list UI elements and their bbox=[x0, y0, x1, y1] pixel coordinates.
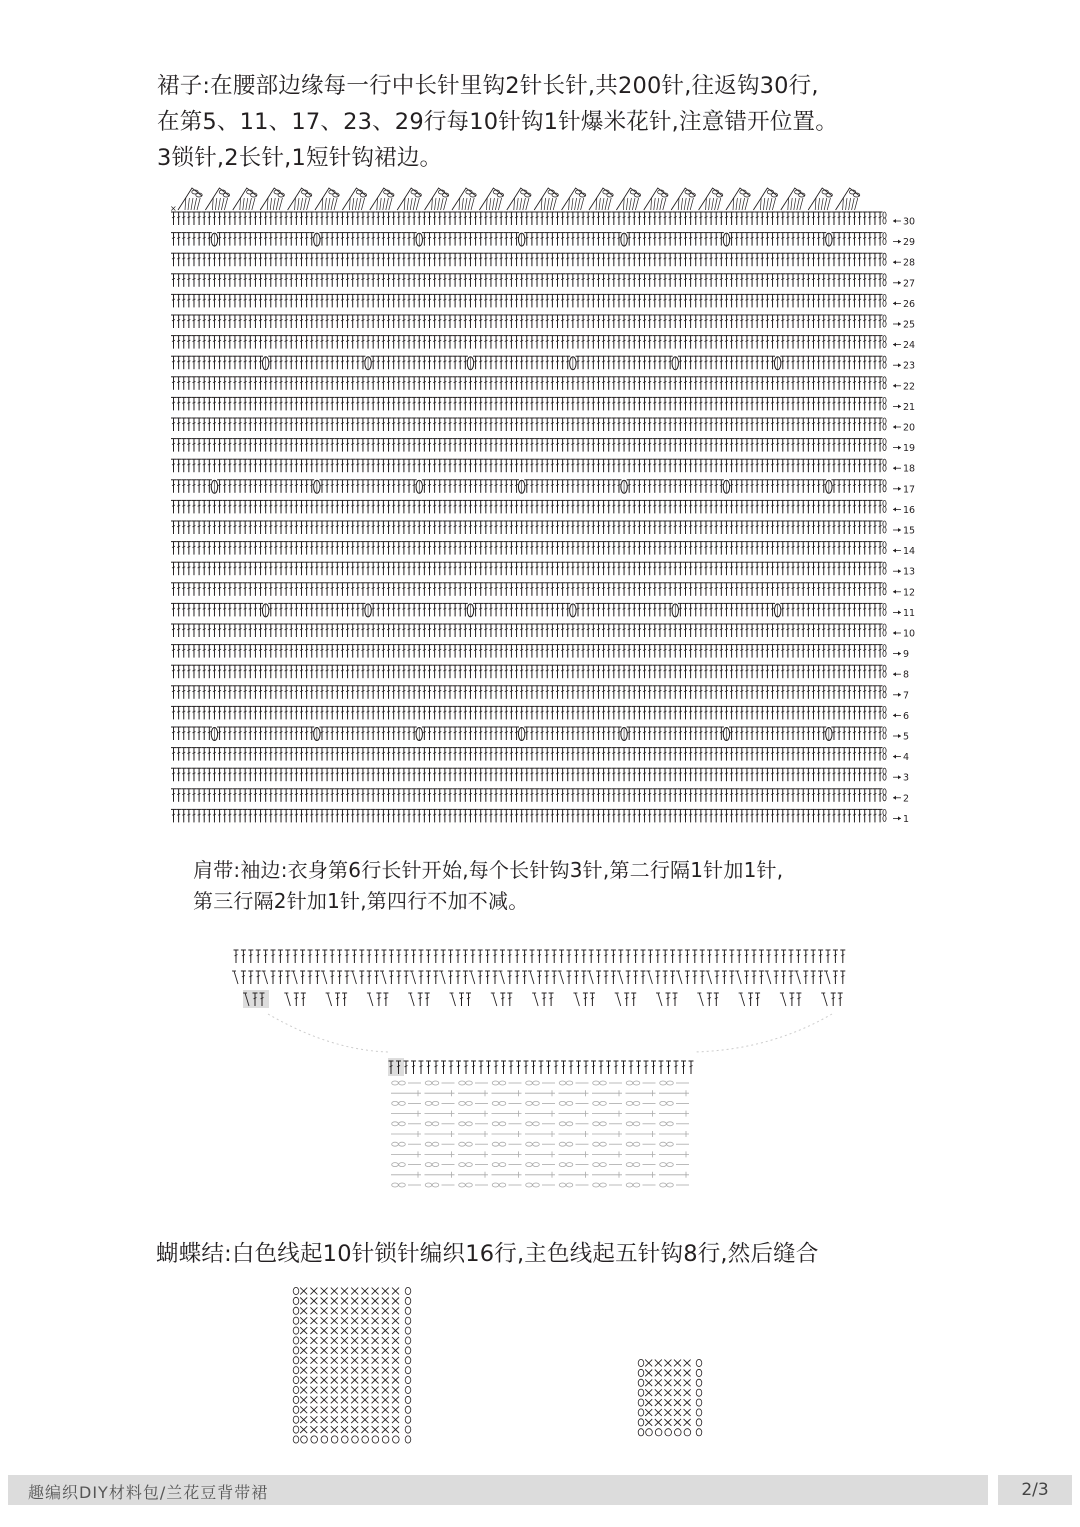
single-crochet-x-icon bbox=[341, 1406, 348, 1413]
single-crochet-x-icon bbox=[645, 1409, 652, 1416]
single-crochet-x-icon bbox=[331, 1367, 338, 1374]
single-crochet-x-icon bbox=[664, 1379, 671, 1386]
single-crochet-x-icon bbox=[674, 1419, 681, 1426]
single-crochet-x-icon bbox=[361, 1426, 368, 1433]
single-crochet-x-icon bbox=[310, 1406, 317, 1413]
single-crochet-x-icon bbox=[361, 1416, 368, 1423]
single-crochet-x-icon bbox=[351, 1288, 358, 1295]
single-crochet-x-icon bbox=[392, 1317, 399, 1324]
row-number-label: 19 bbox=[903, 443, 916, 455]
single-crochet-x-icon bbox=[351, 1307, 358, 1314]
single-crochet-x-icon bbox=[674, 1370, 681, 1377]
single-crochet-x-icon bbox=[361, 1298, 368, 1305]
row-number-label: 10 bbox=[903, 628, 916, 640]
single-crochet-x-icon bbox=[300, 1337, 307, 1344]
single-crochet-x-icon bbox=[382, 1387, 389, 1394]
single-crochet-x-icon bbox=[300, 1288, 307, 1295]
single-crochet-x-icon bbox=[351, 1337, 358, 1344]
single-crochet-x-icon bbox=[321, 1337, 328, 1344]
strap-line-2: 第三行隔2针加1针,第四行不加不减。 bbox=[193, 889, 529, 913]
single-crochet-x-icon bbox=[392, 1416, 399, 1423]
single-crochet-x-icon bbox=[321, 1387, 328, 1394]
single-crochet-x-icon bbox=[382, 1337, 389, 1344]
row-number-label: 14 bbox=[903, 546, 916, 558]
single-crochet-x-icon bbox=[351, 1298, 358, 1305]
single-crochet-x-icon bbox=[372, 1406, 379, 1413]
single-crochet-x-icon bbox=[392, 1307, 399, 1314]
single-crochet-x-icon bbox=[684, 1419, 691, 1426]
single-crochet-x-icon bbox=[392, 1337, 399, 1344]
single-crochet-x-icon bbox=[655, 1419, 662, 1426]
single-crochet-x-icon bbox=[351, 1387, 358, 1394]
single-crochet-x-icon bbox=[361, 1327, 368, 1334]
svg-text:×: × bbox=[170, 204, 177, 213]
single-crochet-x-icon bbox=[655, 1399, 662, 1406]
single-crochet-x-icon bbox=[341, 1367, 348, 1374]
chain-stitch-icon bbox=[665, 1429, 672, 1436]
single-crochet-x-icon bbox=[361, 1288, 368, 1295]
single-crochet-x-icon bbox=[372, 1367, 379, 1374]
single-crochet-x-icon bbox=[382, 1288, 389, 1295]
chain-stitch-icon bbox=[301, 1436, 308, 1443]
single-crochet-x-icon bbox=[321, 1357, 328, 1364]
single-crochet-x-icon bbox=[655, 1360, 662, 1367]
chain-stitch-icon bbox=[382, 1436, 389, 1443]
row-number-label: 18 bbox=[903, 463, 916, 475]
single-crochet-x-icon bbox=[351, 1406, 358, 1413]
row-number-label: 29 bbox=[903, 237, 916, 249]
single-crochet-x-icon bbox=[341, 1377, 348, 1384]
single-crochet-x-icon bbox=[664, 1370, 671, 1377]
single-crochet-x-icon bbox=[361, 1377, 368, 1384]
chain-stitch-icon bbox=[362, 1436, 369, 1443]
single-crochet-x-icon bbox=[300, 1327, 307, 1334]
row-number-label: 4 bbox=[903, 752, 910, 764]
page-number: 2/3 bbox=[1021, 1480, 1049, 1500]
single-crochet-x-icon bbox=[351, 1397, 358, 1404]
single-crochet-x-icon bbox=[392, 1327, 399, 1334]
single-crochet-x-icon bbox=[392, 1397, 399, 1404]
single-crochet-x-icon bbox=[321, 1367, 328, 1374]
single-crochet-x-icon bbox=[300, 1426, 307, 1433]
row-number-label: 16 bbox=[903, 504, 916, 516]
single-crochet-x-icon bbox=[341, 1426, 348, 1433]
bow-line: 蝴蝶结:白色线起10针锁针编织16行,主色线起五针钩8行,然后缝合 bbox=[156, 1241, 819, 1267]
single-crochet-x-icon bbox=[300, 1416, 307, 1423]
single-crochet-x-icon bbox=[351, 1426, 358, 1433]
chain-stitch-icon bbox=[655, 1429, 662, 1436]
single-crochet-x-icon bbox=[351, 1357, 358, 1364]
single-crochet-x-icon bbox=[361, 1406, 368, 1413]
single-crochet-x-icon bbox=[382, 1377, 389, 1384]
single-crochet-x-icon bbox=[321, 1327, 328, 1334]
row-number-label: 20 bbox=[903, 422, 916, 434]
single-crochet-x-icon bbox=[310, 1288, 317, 1295]
single-crochet-x-icon bbox=[310, 1426, 317, 1433]
single-crochet-x-icon bbox=[341, 1357, 348, 1364]
single-crochet-x-icon bbox=[300, 1347, 307, 1354]
chain-stitch-icon bbox=[311, 1436, 318, 1443]
skirt-line-3: 3锁针,2长针,1短针钩裙边。 bbox=[157, 145, 443, 171]
row-number-label: 11 bbox=[903, 607, 916, 619]
single-crochet-x-icon bbox=[341, 1387, 348, 1394]
single-crochet-x-icon bbox=[645, 1370, 652, 1377]
single-crochet-x-icon bbox=[321, 1406, 328, 1413]
single-crochet-x-icon bbox=[321, 1307, 328, 1314]
single-crochet-x-icon bbox=[655, 1379, 662, 1386]
single-crochet-x-icon bbox=[392, 1347, 399, 1354]
single-crochet-x-icon bbox=[361, 1337, 368, 1344]
single-crochet-x-icon bbox=[372, 1317, 379, 1324]
single-crochet-x-icon bbox=[684, 1389, 691, 1396]
single-crochet-x-icon bbox=[310, 1377, 317, 1384]
single-crochet-x-icon bbox=[310, 1337, 317, 1344]
row-number-label: 15 bbox=[903, 525, 916, 537]
single-crochet-x-icon bbox=[382, 1367, 389, 1374]
single-crochet-x-icon bbox=[331, 1317, 338, 1324]
single-crochet-x-icon bbox=[351, 1347, 358, 1354]
single-crochet-x-icon bbox=[331, 1307, 338, 1314]
row-number-label: 23 bbox=[903, 360, 916, 372]
single-crochet-x-icon bbox=[331, 1406, 338, 1413]
row-number-label: 25 bbox=[903, 319, 916, 331]
row-number-label: 5 bbox=[903, 731, 910, 743]
single-crochet-x-icon bbox=[674, 1409, 681, 1416]
single-crochet-x-icon bbox=[361, 1367, 368, 1374]
single-crochet-x-icon bbox=[310, 1416, 317, 1423]
single-crochet-x-icon bbox=[372, 1397, 379, 1404]
strap-line-1: 肩带:袖边:衣身第6行长针开始,每个长针钩3针,第二行隔1针加1针, bbox=[193, 858, 784, 882]
single-crochet-x-icon bbox=[310, 1357, 317, 1364]
row-number-label: 3 bbox=[903, 772, 910, 784]
single-crochet-x-icon bbox=[392, 1377, 399, 1384]
single-crochet-x-icon bbox=[341, 1397, 348, 1404]
single-crochet-x-icon bbox=[645, 1379, 652, 1386]
single-crochet-x-icon bbox=[664, 1399, 671, 1406]
chain-stitch-icon bbox=[684, 1429, 691, 1436]
single-crochet-x-icon bbox=[382, 1426, 389, 1433]
single-crochet-x-icon bbox=[664, 1419, 671, 1426]
single-crochet-x-icon bbox=[684, 1370, 691, 1377]
single-crochet-x-icon bbox=[361, 1317, 368, 1324]
single-crochet-x-icon bbox=[372, 1298, 379, 1305]
single-crochet-x-icon bbox=[372, 1307, 379, 1314]
bow-main-color-block bbox=[638, 1359, 702, 1436]
single-crochet-x-icon bbox=[392, 1288, 399, 1295]
single-crochet-x-icon bbox=[341, 1317, 348, 1324]
single-crochet-x-icon bbox=[392, 1357, 399, 1364]
row-number-label: 12 bbox=[903, 587, 916, 599]
single-crochet-x-icon bbox=[310, 1387, 317, 1394]
single-crochet-x-icon bbox=[664, 1409, 671, 1416]
single-crochet-x-icon bbox=[331, 1337, 338, 1344]
single-crochet-x-icon bbox=[361, 1357, 368, 1364]
single-crochet-x-icon bbox=[372, 1327, 379, 1334]
single-crochet-x-icon bbox=[684, 1360, 691, 1367]
single-crochet-x-icon bbox=[674, 1379, 681, 1386]
row-number-label: 13 bbox=[903, 566, 916, 578]
single-crochet-x-icon bbox=[382, 1397, 389, 1404]
chain-stitch-icon bbox=[393, 1436, 400, 1443]
row-number-label: 9 bbox=[903, 649, 910, 661]
single-crochet-x-icon bbox=[655, 1389, 662, 1396]
chain-stitch-icon bbox=[646, 1429, 653, 1436]
row-number-label: 26 bbox=[903, 298, 916, 310]
single-crochet-x-icon bbox=[321, 1416, 328, 1423]
single-crochet-x-icon bbox=[655, 1370, 662, 1377]
single-crochet-x-icon bbox=[361, 1397, 368, 1404]
single-crochet-x-icon bbox=[674, 1399, 681, 1406]
single-crochet-x-icon bbox=[382, 1416, 389, 1423]
row-number-label: 2 bbox=[903, 793, 910, 805]
single-crochet-x-icon bbox=[382, 1317, 389, 1324]
single-crochet-x-icon bbox=[321, 1397, 328, 1404]
row-number-label: 30 bbox=[903, 216, 916, 228]
row-number-label: 17 bbox=[903, 484, 916, 496]
chain-stitch-icon bbox=[321, 1436, 328, 1443]
single-crochet-x-icon bbox=[321, 1377, 328, 1384]
single-crochet-x-icon bbox=[392, 1298, 399, 1305]
single-crochet-x-icon bbox=[321, 1288, 328, 1295]
single-crochet-x-icon bbox=[372, 1347, 379, 1354]
single-crochet-x-icon bbox=[341, 1416, 348, 1423]
single-crochet-x-icon bbox=[351, 1416, 358, 1423]
single-crochet-x-icon bbox=[664, 1389, 671, 1396]
single-crochet-x-icon bbox=[372, 1288, 379, 1295]
single-crochet-x-icon bbox=[321, 1317, 328, 1324]
single-crochet-x-icon bbox=[331, 1327, 338, 1334]
row-number-label: 27 bbox=[903, 278, 916, 290]
single-crochet-x-icon bbox=[331, 1347, 338, 1354]
single-crochet-x-icon bbox=[392, 1367, 399, 1374]
single-crochet-x-icon bbox=[300, 1387, 307, 1394]
single-crochet-x-icon bbox=[331, 1288, 338, 1295]
single-crochet-x-icon bbox=[331, 1298, 338, 1305]
single-crochet-x-icon bbox=[361, 1347, 368, 1354]
single-crochet-x-icon bbox=[674, 1360, 681, 1367]
single-crochet-x-icon bbox=[321, 1347, 328, 1354]
single-crochet-x-icon bbox=[310, 1298, 317, 1305]
single-crochet-x-icon bbox=[310, 1317, 317, 1324]
single-crochet-x-icon bbox=[310, 1347, 317, 1354]
single-crochet-x-icon bbox=[372, 1377, 379, 1384]
single-crochet-x-icon bbox=[372, 1387, 379, 1394]
single-crochet-x-icon bbox=[645, 1399, 652, 1406]
single-crochet-x-icon bbox=[300, 1397, 307, 1404]
single-crochet-x-icon bbox=[655, 1409, 662, 1416]
single-crochet-x-icon bbox=[310, 1367, 317, 1374]
single-crochet-x-icon bbox=[361, 1307, 368, 1314]
single-crochet-x-icon bbox=[382, 1327, 389, 1334]
single-crochet-x-icon bbox=[392, 1406, 399, 1413]
single-crochet-x-icon bbox=[351, 1367, 358, 1374]
row-number-label: 8 bbox=[903, 669, 910, 681]
single-crochet-x-icon bbox=[392, 1387, 399, 1394]
row-number-label: 24 bbox=[903, 340, 916, 352]
single-crochet-x-icon bbox=[341, 1347, 348, 1354]
single-crochet-x-icon bbox=[361, 1387, 368, 1394]
single-crochet-x-icon bbox=[684, 1379, 691, 1386]
single-crochet-x-icon bbox=[645, 1389, 652, 1396]
row-number-label: 1 bbox=[903, 813, 910, 825]
footer-title: 趣编织DIY材料包/兰花豆背带裙 bbox=[28, 1483, 269, 1502]
single-crochet-x-icon bbox=[300, 1406, 307, 1413]
single-crochet-x-icon bbox=[341, 1327, 348, 1334]
skirt-line-2: 在第5、11、17、23、29行每10针钩1针爆米花针,注意错开位置。 bbox=[157, 109, 838, 135]
single-crochet-x-icon bbox=[372, 1357, 379, 1364]
single-crochet-x-icon bbox=[300, 1307, 307, 1314]
single-crochet-x-icon bbox=[321, 1298, 328, 1305]
chain-stitch-icon bbox=[331, 1436, 338, 1443]
single-crochet-x-icon bbox=[372, 1426, 379, 1433]
row-number-label: 28 bbox=[903, 257, 916, 269]
single-crochet-x-icon bbox=[331, 1387, 338, 1394]
skirt-line-1: 裙子:在腰部边缘每一行中长针里钩2针长针,共200针,往返钩30行, bbox=[157, 73, 819, 99]
single-crochet-x-icon bbox=[351, 1377, 358, 1384]
row-number-label: 22 bbox=[903, 381, 916, 393]
single-crochet-x-icon bbox=[300, 1298, 307, 1305]
single-crochet-x-icon bbox=[392, 1426, 399, 1433]
single-crochet-x-icon bbox=[310, 1327, 317, 1334]
chain-stitch-icon bbox=[342, 1436, 349, 1443]
single-crochet-x-icon bbox=[372, 1416, 379, 1423]
single-crochet-x-icon bbox=[331, 1426, 338, 1433]
single-crochet-x-icon bbox=[382, 1406, 389, 1413]
chain-stitch-icon bbox=[352, 1436, 359, 1443]
single-crochet-x-icon bbox=[382, 1347, 389, 1354]
single-crochet-x-icon bbox=[341, 1307, 348, 1314]
single-crochet-x-icon bbox=[382, 1307, 389, 1314]
single-crochet-x-icon bbox=[674, 1389, 681, 1396]
single-crochet-x-icon bbox=[382, 1357, 389, 1364]
single-crochet-x-icon bbox=[341, 1288, 348, 1295]
single-crochet-x-icon bbox=[300, 1357, 307, 1364]
single-crochet-x-icon bbox=[382, 1298, 389, 1305]
single-crochet-x-icon bbox=[310, 1397, 317, 1404]
single-crochet-x-icon bbox=[351, 1317, 358, 1324]
single-crochet-x-icon bbox=[684, 1399, 691, 1406]
row-number-label: 6 bbox=[903, 710, 910, 722]
single-crochet-x-icon bbox=[331, 1377, 338, 1384]
single-crochet-x-icon bbox=[300, 1367, 307, 1374]
single-crochet-x-icon bbox=[310, 1307, 317, 1314]
row-number-label: 7 bbox=[903, 690, 910, 702]
single-crochet-x-icon bbox=[684, 1409, 691, 1416]
chain-stitch-icon bbox=[675, 1429, 682, 1436]
single-crochet-x-icon bbox=[372, 1337, 379, 1344]
chain-stitch-icon bbox=[372, 1436, 379, 1443]
row-number-label: 21 bbox=[903, 401, 916, 413]
single-crochet-x-icon bbox=[341, 1337, 348, 1344]
single-crochet-x-icon bbox=[300, 1377, 307, 1384]
single-crochet-x-icon bbox=[645, 1360, 652, 1367]
single-crochet-x-icon bbox=[300, 1317, 307, 1324]
single-crochet-x-icon bbox=[664, 1360, 671, 1367]
bow-white-block bbox=[293, 1287, 411, 1443]
single-crochet-x-icon bbox=[331, 1357, 338, 1364]
single-crochet-x-icon bbox=[321, 1426, 328, 1433]
single-crochet-x-icon bbox=[331, 1416, 338, 1423]
single-crochet-x-icon bbox=[341, 1298, 348, 1305]
single-crochet-x-icon bbox=[351, 1327, 358, 1334]
single-crochet-x-icon bbox=[645, 1419, 652, 1426]
single-crochet-x-icon bbox=[331, 1397, 338, 1404]
